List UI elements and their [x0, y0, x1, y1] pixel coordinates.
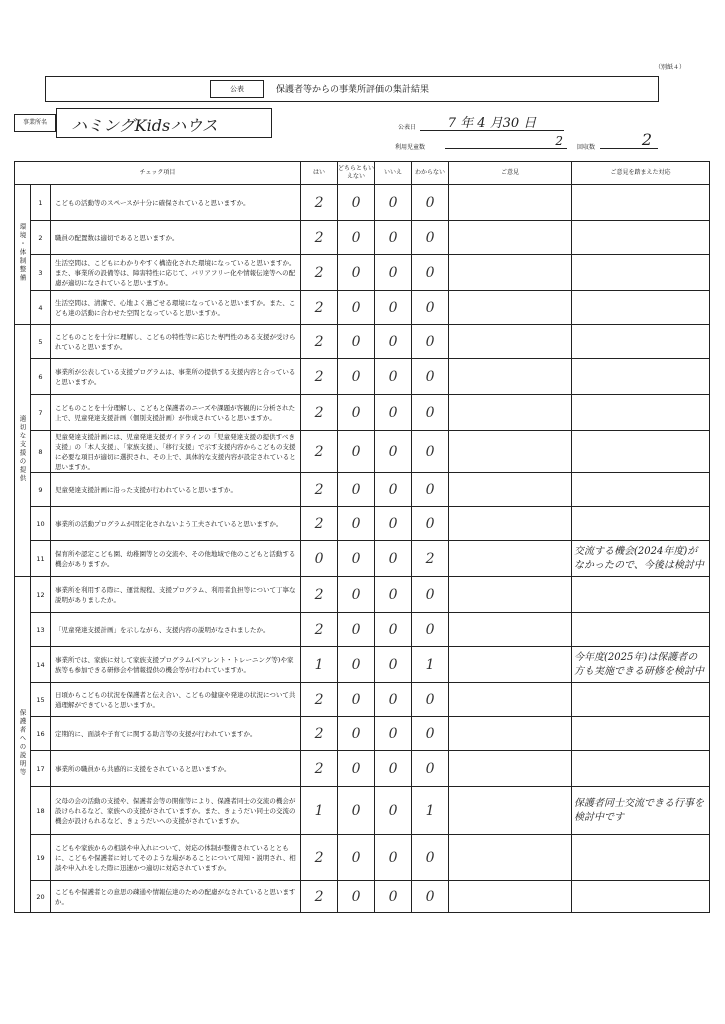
count-neither: 0 [338, 395, 375, 431]
page-title: 保護者等からの事業所評価の集計結果 [276, 85, 430, 95]
item-number: 8 [31, 431, 51, 473]
count-unknown: 0 [412, 473, 449, 507]
count-neither: 0 [338, 577, 375, 613]
count-no: 0 [375, 395, 412, 431]
count-unknown: 0 [412, 395, 449, 431]
title-box [45, 76, 659, 102]
response-cell [572, 613, 710, 647]
table-row [15, 185, 710, 221]
count-no: 0 [375, 473, 412, 507]
count-yes: 0 [301, 541, 338, 577]
header-neither: どちらともいえない [338, 162, 375, 185]
table-row [15, 751, 710, 787]
opinion-cell [449, 787, 572, 835]
users-label: 利用児童数 [395, 144, 426, 151]
opinion-cell [449, 717, 572, 751]
count-yes: 2 [301, 613, 338, 647]
table-row [15, 221, 710, 255]
table-row [15, 473, 710, 507]
public-tag: 公表 [210, 80, 264, 98]
item-number: 15 [31, 683, 51, 717]
response-cell [572, 881, 710, 913]
count-no: 0 [375, 835, 412, 881]
count-no: 0 [375, 647, 412, 683]
count-unknown: 1 [412, 647, 449, 683]
header-check: チェック項目 [15, 162, 301, 185]
response-cell: 保護者同士交流できる行事を検討中です [572, 787, 710, 835]
facility-box [56, 108, 272, 138]
count-neither: 0 [338, 255, 375, 291]
header-unknown: わからない [412, 162, 449, 185]
question-text: 保育所や認定こども園、幼稚園等との交流や、その他地域で他のこどもと活動する機会がありますか。 [51, 541, 301, 577]
count-yes: 2 [301, 395, 338, 431]
count-unknown: 0 [412, 683, 449, 717]
response-cell [572, 717, 710, 751]
pubdate-label: 公表日 [398, 124, 417, 131]
opinion-cell [449, 683, 572, 717]
response-cell [572, 185, 710, 221]
question-text: 事業所を利用する際に、運営規程、支援プログラム、利用者負担等について丁寧な説明がありましたか。 [51, 577, 301, 613]
item-number: 14 [31, 647, 51, 683]
responses-value: 2 [600, 130, 658, 149]
item-number: 13 [31, 613, 51, 647]
count-no: 0 [375, 881, 412, 913]
item-number: 16 [31, 717, 51, 751]
annex-label: （別紙４） [655, 64, 686, 71]
response-cell [572, 395, 710, 431]
count-neither: 0 [338, 613, 375, 647]
count-neither: 0 [338, 751, 375, 787]
count-yes: 1 [301, 787, 338, 835]
table-row [15, 431, 710, 473]
count-no: 0 [375, 751, 412, 787]
table-header-row [15, 162, 710, 185]
question-text: 職員の配置数は適切であると思いますか。 [51, 221, 301, 255]
opinion-cell [449, 541, 572, 577]
question-text: 「児童発達支援計画」を示しながら、支援内容の説明がなされましたか。 [51, 613, 301, 647]
count-neither: 0 [338, 431, 375, 473]
question-text: 生活空間は、こどもにわかりやすく構造化された環境になっていると思いますか。また、事業所の設備等は、障害特性に応じて、バリアフリー化や情報伝達等への配慮が適切になされていると思いますか。 [51, 255, 301, 291]
count-unknown: 0 [412, 577, 449, 613]
table-row [15, 835, 710, 881]
count-yes: 2 [301, 577, 338, 613]
count-unknown: 0 [412, 359, 449, 395]
item-number: 6 [31, 359, 51, 395]
count-unknown: 0 [412, 507, 449, 541]
count-no: 0 [375, 613, 412, 647]
count-no: 0 [375, 185, 412, 221]
count-no: 0 [375, 787, 412, 835]
response-cell [572, 325, 710, 359]
response-cell [572, 751, 710, 787]
evaluation-table [14, 161, 710, 913]
count-no: 0 [375, 507, 412, 541]
opinion-cell [449, 325, 572, 359]
table-row [15, 541, 710, 577]
count-unknown: 0 [412, 613, 449, 647]
count-yes: 2 [301, 473, 338, 507]
item-number: 3 [31, 255, 51, 291]
question-text: こどもや保護者との意思の疎通や情報伝達のための配慮がなされていると思いますか。 [51, 881, 301, 913]
question-text: こどものことを十分理解し、こどもと保護者のニーズや課題が客観的に分析された上で、児童発達支援計画（個別支援計画）が作成されていると思いますか。 [51, 395, 301, 431]
count-no: 0 [375, 325, 412, 359]
count-yes: 2 [301, 185, 338, 221]
item-number: 20 [31, 881, 51, 913]
opinion-cell [449, 647, 572, 683]
count-neither: 0 [338, 185, 375, 221]
count-neither: 0 [338, 221, 375, 255]
table-row [15, 881, 710, 913]
responses-label: 回収数 [577, 144, 596, 151]
count-yes: 2 [301, 221, 338, 255]
table-row [15, 717, 710, 751]
facility-name: ハミングKidsハウス [71, 116, 218, 135]
response-cell [572, 291, 710, 325]
response-cell: 交流する機会(2024年度)がなかったので、今後は検討中 [572, 541, 710, 577]
count-unknown: 0 [412, 291, 449, 325]
count-yes: 2 [301, 359, 338, 395]
item-number: 7 [31, 395, 51, 431]
opinion-cell [449, 255, 572, 291]
category-label: 適切な支援の提供 [18, 415, 27, 483]
count-unknown: 0 [412, 255, 449, 291]
count-yes: 2 [301, 325, 338, 359]
count-neither: 0 [338, 717, 375, 751]
question-text: 事業所の職員から共感的に支援をされていると思いますか。 [51, 751, 301, 787]
header-yes: はい [301, 162, 338, 185]
table-row [15, 255, 710, 291]
response-cell [572, 473, 710, 507]
count-neither: 0 [338, 647, 375, 683]
item-number: 19 [31, 835, 51, 881]
item-number: 5 [31, 325, 51, 359]
count-yes: 2 [301, 431, 338, 473]
count-no: 0 [375, 577, 412, 613]
count-neither: 0 [338, 359, 375, 395]
count-yes: 2 [301, 751, 338, 787]
category-cell [15, 325, 31, 577]
table-row [15, 647, 710, 683]
count-unknown: 0 [412, 221, 449, 255]
question-text: 生活空間は、清潔で、心地よく過ごせる環境になっていると思いますか。また、こども達の活動に合わせた空間となっていると思いますか。 [51, 291, 301, 325]
pubdate-value: 7 年 4 月30 日 [420, 112, 564, 131]
count-neither: 0 [338, 787, 375, 835]
question-text: 児童発達支援計画に沿った支援が行われていると思いますか。 [51, 473, 301, 507]
count-yes: 1 [301, 647, 338, 683]
opinion-cell [449, 881, 572, 913]
count-neither: 0 [338, 541, 375, 577]
opinion-cell [449, 835, 572, 881]
opinion-cell [449, 185, 572, 221]
count-unknown: 0 [412, 835, 449, 881]
table-row [15, 325, 710, 359]
response-cell [572, 221, 710, 255]
count-no: 0 [375, 255, 412, 291]
table-row [15, 395, 710, 431]
question-text: こどもの活動等のスペースが十分に確保されていると思いますか。 [51, 185, 301, 221]
count-no: 0 [375, 683, 412, 717]
header-opinion: ご意見 [449, 162, 572, 185]
question-text: 事業所では、家族に対して家族支援プログラム(ペアレント・トレーニング等)や家族等も参加できる研修会や情報提供の機会等が行われていますか。 [51, 647, 301, 683]
table-row [15, 577, 710, 613]
item-number: 17 [31, 751, 51, 787]
count-unknown: 2 [412, 541, 449, 577]
count-unknown: 0 [412, 185, 449, 221]
response-cell [572, 835, 710, 881]
item-number: 2 [31, 221, 51, 255]
opinion-cell [449, 221, 572, 255]
count-no: 0 [375, 541, 412, 577]
question-text: こどものことを十分に理解し、こどもの特性等に応じた専門性のある支援が受けられていると思いますか。 [51, 325, 301, 359]
table-row [15, 507, 710, 541]
opinion-cell [449, 577, 572, 613]
count-neither: 0 [338, 835, 375, 881]
response-cell [572, 577, 710, 613]
category-label: 保護者への説明等 [18, 709, 27, 777]
item-number: 4 [31, 291, 51, 325]
category-cell [15, 577, 31, 913]
count-unknown: 0 [412, 751, 449, 787]
item-number: 18 [31, 787, 51, 835]
count-no: 0 [375, 291, 412, 325]
question-text: 児童発達支援計画には、児童発達支援ガイドラインの「児童発達支援の提供すべき支援」の「本人支援」、「家族支援」、「移行支援」で示す支援内容からこどもの支援に必要な項目が適切に選択され、その上で、具体的な支援内容が設定されていると思いますか。 [51, 431, 301, 473]
opinion-cell [449, 473, 572, 507]
item-number: 12 [31, 577, 51, 613]
count-no: 0 [375, 717, 412, 751]
question-text: 父母の会の活動の支援や、保護者会等の開催等により、保護者同士の交流の機会が設けられるなど、家族への支援がされていますか。また、きょうだい同士の交流の機会が設けられるなど、きょうだいへの支援がされていますか。 [51, 787, 301, 835]
opinion-cell [449, 291, 572, 325]
table-row [15, 613, 710, 647]
opinion-cell [449, 431, 572, 473]
question-text: こどもや家族からの相談や申入れについて、対応の体制が整備されているとともに、こどもや保護者に対してそのような場があることについて周知・説明され、相談や申入れをした際に迅速かつ適切に対応されていますか。 [51, 835, 301, 881]
item-number: 10 [31, 507, 51, 541]
category-label: 環境・体制整備 [18, 223, 27, 283]
count-unknown: 1 [412, 787, 449, 835]
count-unknown: 0 [412, 881, 449, 913]
count-yes: 2 [301, 835, 338, 881]
count-neither: 0 [338, 325, 375, 359]
question-text: 日頃からこどもの状況を保護者と伝え合い、こどもの健康や発達の状況について共通理解ができていると思いますか。 [51, 683, 301, 717]
facility-label: 事業所名 [14, 114, 56, 132]
item-number: 9 [31, 473, 51, 507]
count-neither: 0 [338, 473, 375, 507]
header-response: ご意見を踏まえた対応 [572, 162, 710, 185]
response-cell [572, 507, 710, 541]
header-no: いいえ [375, 162, 412, 185]
count-yes: 2 [301, 717, 338, 751]
item-number: 1 [31, 185, 51, 221]
item-number: 11 [31, 541, 51, 577]
opinion-cell [449, 507, 572, 541]
count-no: 0 [375, 359, 412, 395]
count-yes: 2 [301, 881, 338, 913]
opinion-cell [449, 395, 572, 431]
table-row [15, 787, 710, 835]
count-unknown: 0 [412, 431, 449, 473]
response-cell [572, 431, 710, 473]
question-text: 定期的に、面談や子育てに関する助言等の支援が行われていますか。 [51, 717, 301, 751]
question-text: 事業所が公表している支援プログラムは、事業所の提供する支援内容と合っていると思いますか。 [51, 359, 301, 395]
count-neither: 0 [338, 683, 375, 717]
table-row [15, 291, 710, 325]
count-no: 0 [375, 221, 412, 255]
count-yes: 2 [301, 291, 338, 325]
table-row [15, 683, 710, 717]
count-yes: 2 [301, 507, 338, 541]
response-cell [572, 359, 710, 395]
response-cell [572, 255, 710, 291]
question-text: 事業所の活動プログラムが固定化されないよう工夫されていると思いますか。 [51, 507, 301, 541]
response-cell [572, 683, 710, 717]
opinion-cell [449, 359, 572, 395]
opinion-cell [449, 613, 572, 647]
count-neither: 0 [338, 291, 375, 325]
count-yes: 2 [301, 255, 338, 291]
count-unknown: 0 [412, 325, 449, 359]
count-neither: 0 [338, 881, 375, 913]
count-unknown: 0 [412, 717, 449, 751]
opinion-cell [449, 751, 572, 787]
count-no: 0 [375, 431, 412, 473]
category-cell [15, 185, 31, 325]
response-cell: 今年度(2025年)は保護者の方も実施できる研修を検討中 [572, 647, 710, 683]
table-row [15, 359, 710, 395]
users-value: 2 [445, 134, 567, 149]
count-neither: 0 [338, 507, 375, 541]
count-yes: 2 [301, 683, 338, 717]
